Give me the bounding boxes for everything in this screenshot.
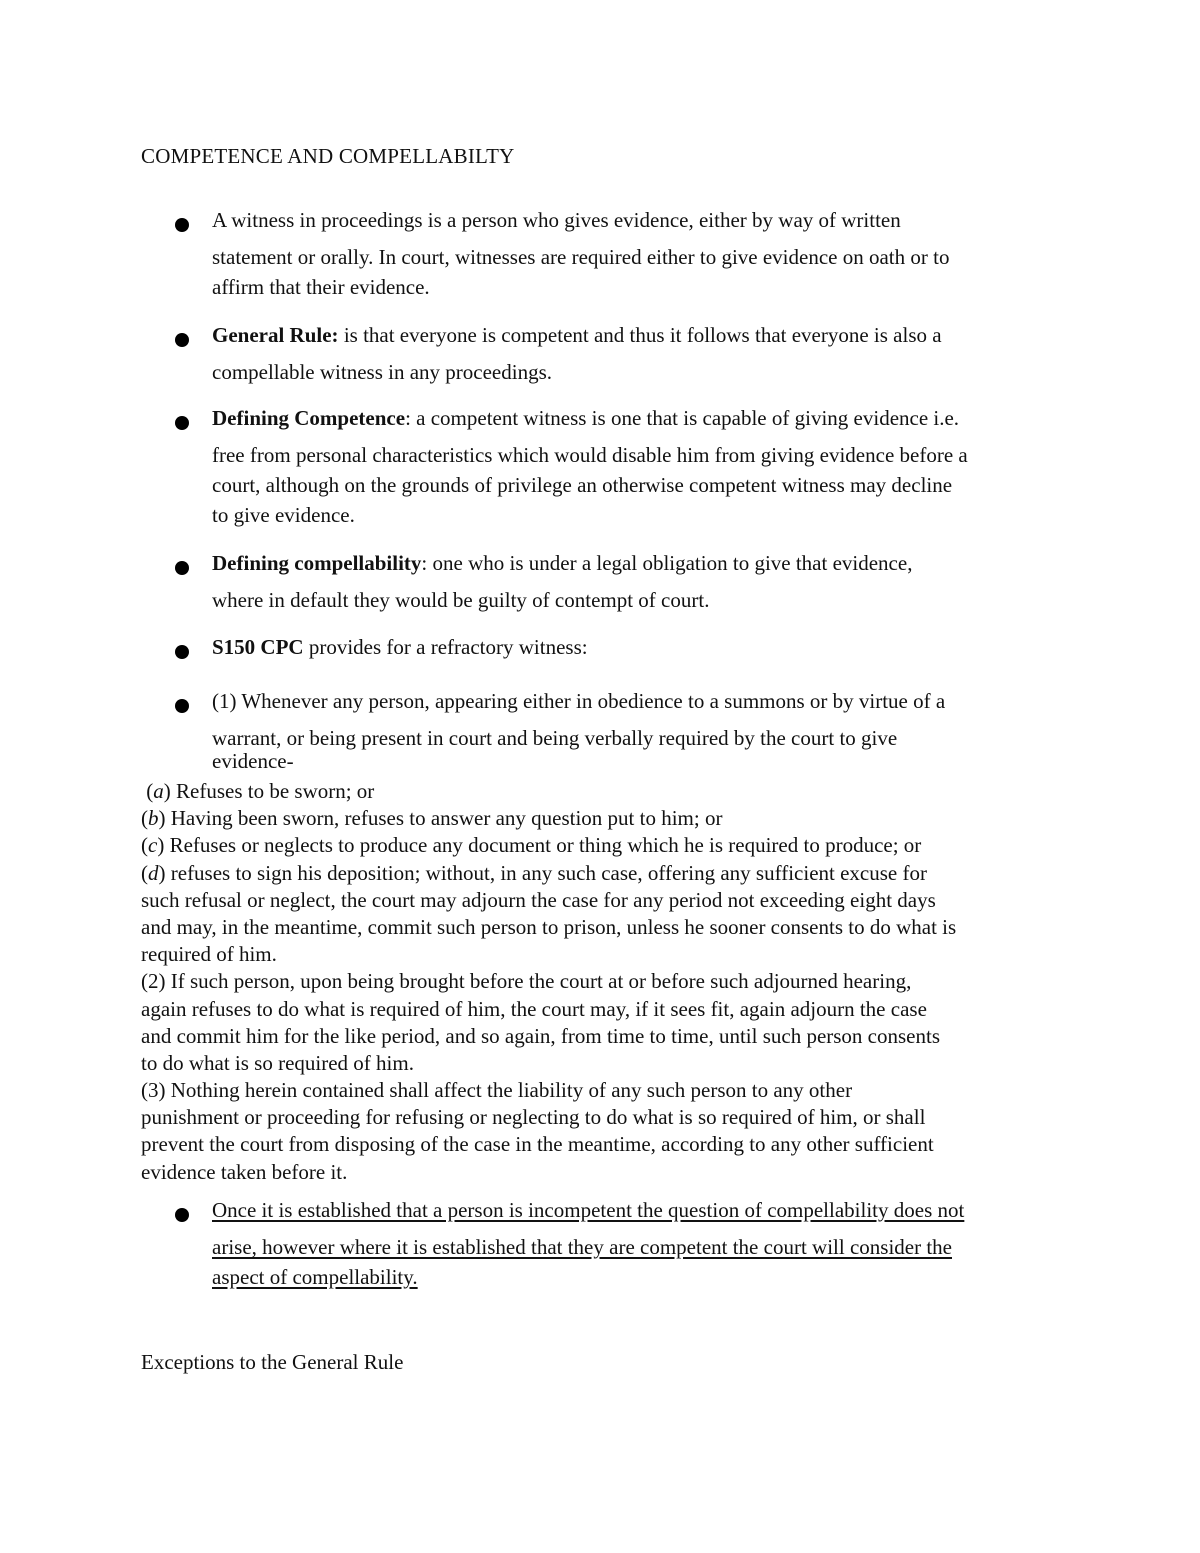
clause-d-continued: and may, in the meantime, commit such person to prison, unless he sooner consents to do what is	[141, 914, 957, 939]
bullet-line: court, although on the grounds of privilege an otherwise competent witness may decline	[212, 473, 953, 497]
clause-text: refuses to sign his deposition; without, in any such case, offering any sufficient excuse for	[165, 860, 927, 885]
subsection-2: (2) If such person, upon being brought before the court at or before such adjourned hearing,	[141, 969, 912, 994]
section-heading-exceptions: Exceptions to the General Rule	[141, 1350, 404, 1374]
subsection-2: again refuses to do what is required of him, the court may, if it sees fit, again adjourn the case	[141, 996, 927, 1021]
clause-d: (d) refuses to sign his deposition; without, in any such case, offering any sufficient excuse for	[141, 860, 927, 885]
clause-text: Having been sworn, refuses to answer any question put to him; or	[165, 806, 723, 831]
subsection-3: (3) Nothing herein contained shall affect the liability of any such person to any other	[141, 1078, 853, 1103]
bullet-icon	[175, 416, 189, 430]
bullet-line-rest: : a competent witness is one that is capable of giving evidence i.e.	[405, 406, 960, 430]
bullet-text	[212, 408, 1067, 535]
bullet-line	[212, 553, 1067, 574]
bullet-icon	[175, 1208, 189, 1222]
clause-text: Refuses or neglects to produce any document or thing which he is required to produce; or	[164, 833, 922, 858]
clause-label: c	[148, 833, 158, 858]
clause-d-continued: required of him.	[141, 942, 277, 967]
bold-term: Defining compellability	[212, 551, 422, 575]
bullet-line-rest: provides for a refractory witness:	[303, 635, 588, 659]
bullet-icon	[175, 561, 189, 575]
bullet-text	[212, 637, 1067, 674]
section-150-text	[141, 778, 1071, 1186]
bullet-text	[212, 1200, 1067, 1297]
bullet-text	[212, 210, 1067, 307]
bullet-line-rest: is that everyone is competent and thus it follows that everyone is also a	[338, 323, 942, 347]
bullet-line: A witness in proceedings is a person who gives evidence, either by way of written	[212, 208, 901, 232]
bold-term: General Rule:	[212, 323, 339, 347]
subsection-3: evidence taken before it.	[141, 1159, 348, 1184]
clause-c: (c) Refuses or neglects to produce any document or thing which he is required to produce; or	[141, 833, 922, 858]
bullet-icon	[175, 645, 189, 659]
bullet-text	[212, 553, 1067, 620]
clause-d-continued: such refusal or neglect, the court may adjourn the case for any period not exceeding eight days	[141, 887, 936, 912]
bullet-icon	[175, 333, 189, 347]
bullet-line: free from personal characteristics which would disable him from giving evidence before a	[212, 443, 968, 467]
bullet-text	[212, 691, 1067, 772]
clause-text: Refuses to be sworn; or	[170, 779, 375, 803]
bullet-icon	[175, 218, 189, 232]
bullet-line: warrant, or being present in court and being verbally required by the court to give	[212, 726, 898, 750]
clause-a: (a) Refuses to be sworn; or	[141, 779, 375, 803]
bullet-line: aspect of compellability.	[212, 1265, 418, 1289]
subsection-2: to do what is so required of him.	[141, 1050, 414, 1075]
bullet-line	[212, 325, 1067, 346]
subsection-3: prevent the court from disposing of the case in the meantime, according to any other sufficient	[141, 1132, 934, 1157]
subsection-3: punishment or proceeding for refusing or neglecting to do what is so required of him, or shall	[141, 1105, 926, 1130]
bold-term: Defining Competence	[212, 406, 406, 430]
bullet-line-rest: : one who is under a legal obligation to give that evidence,	[421, 551, 913, 575]
bullet-line: compellable witness in any proceedings.	[212, 360, 552, 384]
bullet-line: statement or orally. In court, witnesses are required either to give evidence on oath or to	[212, 245, 950, 269]
bullet-line: Once it is established that a person is incompetent the question of compellability does not	[212, 1198, 965, 1222]
bullet-line	[212, 408, 1067, 429]
clause-label: a	[153, 779, 164, 803]
bullet-line: arise, however where it is established that they are competent the court will consider the	[212, 1235, 952, 1259]
clause-label: b	[148, 806, 159, 831]
subsection-2: and commit him for the like period, and so again, from time to time, until such person consents	[141, 1023, 941, 1048]
bullet-line: evidence-	[212, 749, 294, 773]
clause-label: d	[148, 860, 159, 885]
bullet-line: affirm that their evidence.	[212, 275, 430, 299]
bullet-line: where in default they would be guilty of contempt of court.	[212, 588, 710, 612]
clause-b: (b) Having been sworn, refuses to answer any question put to him; or	[141, 806, 723, 831]
bullet-line	[212, 637, 1067, 658]
bullet-icon	[175, 699, 189, 713]
bullet-line: to give evidence.	[212, 503, 355, 527]
bold-term: S150 CPC	[212, 635, 304, 659]
page-title: COMPETENCE AND COMPELLABILTY	[141, 144, 515, 168]
bullet-text	[212, 325, 1067, 392]
bullet-line: (1) Whenever any person, appearing either in obedience to a summons or by virtue of a	[212, 689, 946, 713]
